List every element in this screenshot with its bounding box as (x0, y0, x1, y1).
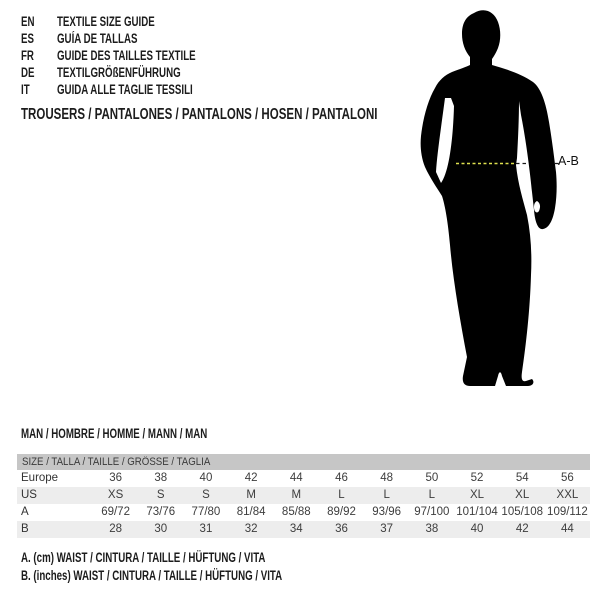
table-cell: 31 (199, 523, 213, 535)
language-label: TEXTILGRÖßENFÜHRUNG (57, 65, 181, 80)
table-cell: L (383, 489, 390, 501)
language-row (21, 30, 196, 47)
table-cell: 36 (109, 472, 122, 484)
size-table-header-label: SIZE / TALLA / TAILLE / GRÖSSE / TAGLIA (22, 456, 211, 468)
language-code: FR (21, 48, 34, 63)
measure-label: A-B (558, 154, 579, 168)
language-list (21, 13, 264, 98)
table-cell: 97/100 (414, 506, 450, 518)
table-cell: 30 (154, 523, 168, 535)
table-cell: 44 (561, 523, 574, 535)
table-cell: 50 (425, 472, 439, 484)
language-code: IT (21, 82, 30, 97)
table-cell: 42 (515, 523, 529, 535)
language-code: ES (21, 31, 34, 46)
table-cell: 52 (470, 472, 484, 484)
table-row (17, 504, 590, 521)
table-cell: 109/112 (547, 506, 588, 518)
table-row-label: A (21, 506, 29, 518)
table-cell: XL (470, 489, 485, 501)
table-cell: L (338, 489, 345, 501)
table-cell: S (202, 489, 210, 501)
table-row-label: B (21, 523, 29, 535)
table-cell: S (156, 489, 165, 501)
man-body-path (421, 10, 557, 386)
language-code: EN (21, 14, 35, 29)
language-label: GUIDA ALLE TAGLIE TESSILI (57, 82, 193, 97)
measurement-notes (21, 549, 384, 585)
language-code: DE (21, 65, 35, 80)
table-cell: 28 (109, 523, 122, 535)
language-label: TEXTILE SIZE GUIDE (57, 14, 155, 29)
table-cell: 54 (515, 472, 529, 484)
table-cell: 73/76 (146, 506, 176, 518)
table-cell: 42 (244, 472, 258, 484)
table-cell: XL (515, 489, 530, 501)
table-cell: 81/84 (236, 506, 266, 518)
table-cell: 36 (335, 523, 348, 535)
table-cell: 46 (335, 472, 348, 484)
table-cell: 34 (289, 523, 303, 535)
table-cell: 40 (470, 523, 484, 535)
table-cell: 77/80 (191, 506, 221, 518)
table-cell: 32 (244, 523, 258, 535)
table-cell: 93/96 (372, 506, 402, 518)
table-cell: 105/108 (501, 506, 543, 518)
table-row (17, 470, 590, 487)
table-cell: XXL (556, 489, 579, 501)
size-table-header (17, 454, 590, 470)
table-cell: 56 (561, 472, 574, 484)
language-label: GUIDE DES TAILLES TEXTILE (57, 48, 196, 63)
table-cell: 101/104 (456, 506, 498, 518)
table-row (17, 521, 590, 538)
language-row (21, 13, 196, 30)
table-cell: 44 (289, 472, 303, 484)
table-cell: 38 (425, 523, 439, 535)
language-row (21, 47, 196, 64)
table-cell: 40 (199, 472, 213, 484)
table-cell: 85/88 (281, 506, 311, 518)
table-cell: 89/92 (327, 506, 356, 518)
man-silhouette (390, 0, 600, 420)
language-row (21, 81, 196, 98)
table-cell: M (291, 489, 302, 501)
size-table-body (17, 470, 590, 538)
table-row (17, 487, 590, 504)
table-cell: 37 (380, 523, 394, 535)
language-row (21, 64, 196, 81)
table-cell: 48 (380, 472, 394, 484)
table-cell: 38 (154, 472, 168, 484)
language-label: GUÍA DE TALLAS (57, 31, 138, 46)
note-a: A. (cm) WAIST / CINTURA / TAILLE / HÜFTUNG / VITA (21, 550, 266, 565)
table-row-label: Europe (21, 472, 59, 484)
section-title: MAN / HOMBRE / HOMME / MANN / MAN (21, 426, 208, 441)
table-cell: XS (107, 489, 124, 501)
table-cell: M (246, 489, 256, 501)
size-table (17, 454, 590, 538)
table-row-label: US (21, 489, 37, 501)
table-cell: 69/72 (101, 506, 130, 518)
note-b: B. (inches) WAIST / CINTURA / TAILLE / HÜFTUNG / VITA (21, 568, 283, 583)
category-title: TROUSERS / PANTALONES / PANTALONS / HOSEN / PANTALONI (21, 106, 378, 123)
table-cell: L (428, 489, 436, 501)
